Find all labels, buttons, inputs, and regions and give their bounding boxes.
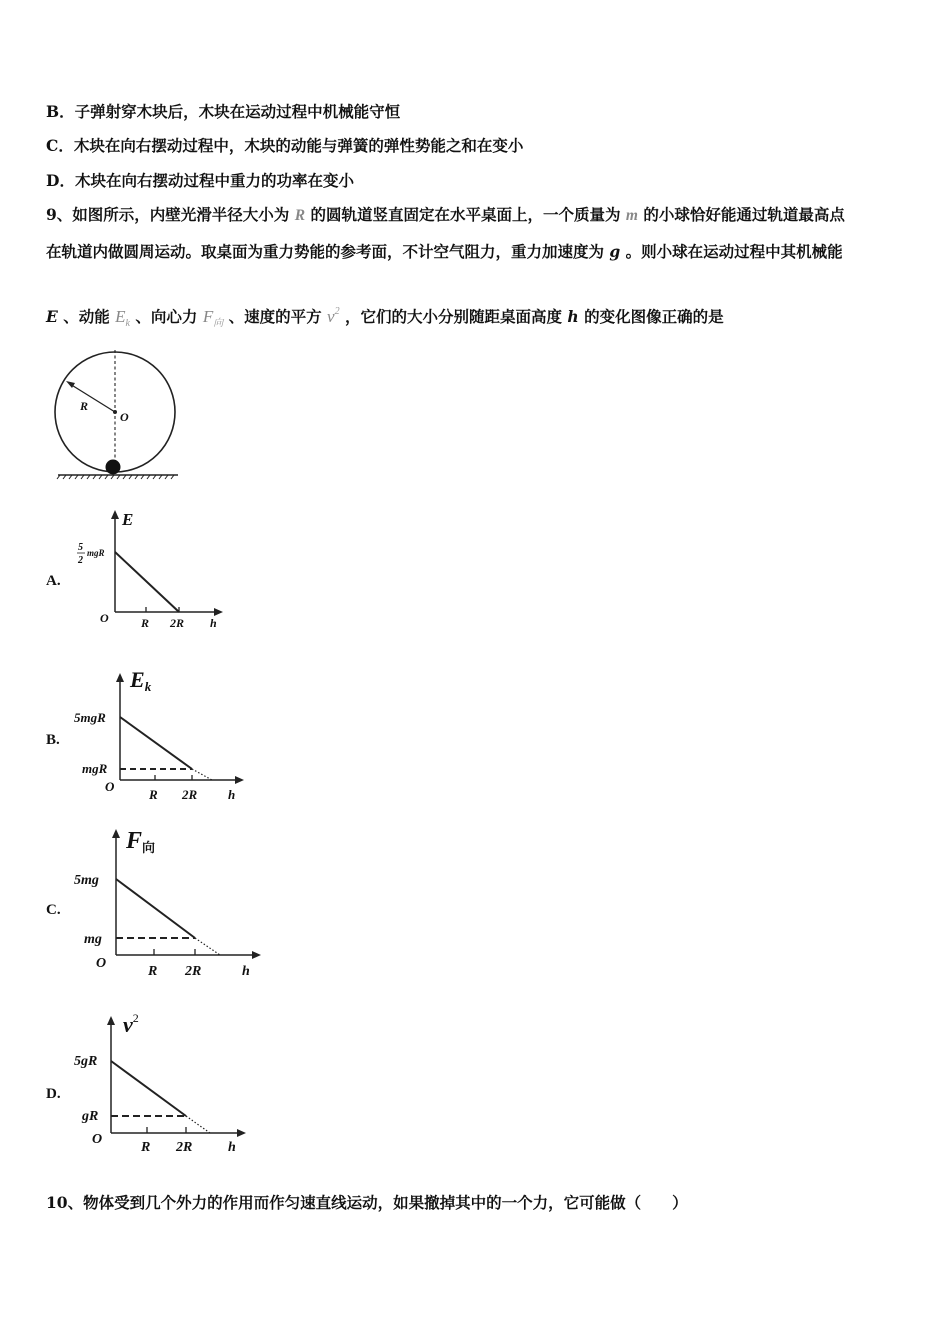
question-9-line-1: [46, 205, 845, 226]
q9-line3-text-c: 、速度的平方: [228, 307, 322, 326]
chart-d: [70, 1010, 255, 1160]
chart-b: [70, 665, 250, 805]
chart-b-x-arrow: [235, 776, 244, 784]
chart-b-origin: O: [105, 779, 115, 794]
chart-c-x-arrow: [252, 951, 261, 959]
radius-label: R: [80, 399, 89, 413]
q9-line2-text-a: 在轨道内做圆周运动。取桌面为重力势能的参考面，不计空气阻力，重力加速度为: [46, 242, 605, 261]
chart-c-origin: O: [96, 956, 107, 971]
question-10-text: 10、物体受到几个外力的作用而作匀速直线运动，如果撤掉其中的一个力，它可能做（ ）: [46, 1193, 688, 1212]
chart-c-y-arrow: [112, 829, 120, 838]
chart-c-line: [116, 879, 195, 938]
chart-c-y-top: 5mg: [74, 873, 99, 888]
chart-b-y-arrow: [116, 673, 124, 682]
q9-radius-symbol: R: [294, 207, 306, 224]
option-c-label[interactable]: C.: [46, 902, 61, 918]
chart-a-y-axis-title: E: [122, 510, 134, 529]
question-9-line-2: [46, 242, 843, 262]
chart-a-origin: O: [100, 611, 109, 625]
chart-c-tick-label-r: R: [148, 964, 158, 979]
q9-kinetic-symbol: $E_k$: [115, 307, 130, 329]
chart-b-tick-label-2r: 2R: [182, 787, 198, 802]
chart-a-x-arrow: [214, 608, 223, 616]
chart-c-y-mid: mg: [84, 932, 102, 947]
chart-a-y-frac-den: 2: [78, 555, 83, 566]
chart-b-line: [120, 717, 192, 769]
circle-track-figure: [50, 345, 185, 485]
center-label: O: [120, 410, 129, 424]
chart-d-line: [111, 1061, 186, 1116]
option-b-text: B．子弹射穿木块后，木块在运动过程中机械能守恒: [46, 102, 401, 121]
option-c-text: C．木块在向右摆动过程中，木块的动能与弹簧的弹性势能之和在变小: [46, 136, 524, 155]
chart-a-tick-label-2r: 2R: [170, 616, 185, 630]
chart-a-y-frac-num: 5: [78, 542, 83, 553]
chart-b-y-mid: mgR: [82, 761, 108, 776]
q9-line3-text-e: 的变化图像正确的是: [584, 307, 724, 326]
q9-force-symbol: $F_向$: [202, 307, 224, 329]
center-point: [113, 410, 117, 414]
chart-d-y-arrow: [107, 1016, 115, 1025]
chart-a-y-arrow: [111, 510, 119, 519]
q9-text-c: 的小球恰好能通过轨道最高点: [643, 205, 845, 224]
chart-d-y-axis-title: $v^2$: [123, 1011, 139, 1037]
chart-d-tick-label-2r: 2R: [176, 1140, 193, 1155]
option-d-label[interactable]: D.: [46, 1086, 61, 1102]
chart-b-tick-label-r: R: [149, 787, 158, 802]
q9-line2-text-b: 。则小球在运动过程中其机械能: [625, 242, 843, 261]
q9-line3-text-d: ，它们的大小分别随距桌面高度: [345, 307, 563, 326]
chart-c: [70, 822, 270, 984]
q9-velocity-symbol: $v^2$: [327, 306, 340, 326]
chart-d-origin: O: [92, 1132, 103, 1147]
q9-height-symbol: h: [567, 307, 579, 326]
option-d-text: D．木块在向右摆动过程中重力的功率在变小: [46, 171, 354, 190]
chart-d-dotted-extension: [186, 1116, 210, 1133]
question-9-line-3: [46, 302, 724, 334]
chart-d-y-top: 5gR: [74, 1054, 98, 1069]
q9-mass-symbol: m: [625, 207, 638, 224]
chart-b-x-axis-title: h: [228, 787, 236, 802]
chart-c-tick-label-2r: 2R: [185, 964, 202, 979]
q9-line3-text-a: 、动能: [63, 307, 110, 326]
chart-d-tick-label-r: R: [141, 1140, 151, 1155]
option-a-label[interactable]: A.: [46, 573, 61, 589]
chart-d-y-mid: gR: [82, 1109, 99, 1124]
option-b-label[interactable]: B.: [46, 732, 60, 748]
chart-b-y-top: 5mgR: [74, 710, 106, 725]
chart-b-y-axis-title: Ek: [130, 667, 152, 694]
chart-c-y-axis-title: F向: [126, 828, 156, 855]
q9-gravity-symbol: g: [609, 242, 621, 261]
chart-a-line: [115, 552, 179, 612]
chart-a-tick-label-r: R: [141, 616, 150, 630]
chart-d-x-arrow: [237, 1129, 246, 1137]
chart-a-y-value: mgR: [87, 548, 105, 558]
chart-a-x-axis-title: h: [210, 616, 217, 630]
q9-text-a: 9、如图所示，内壁光滑半径大小为: [46, 205, 290, 224]
chart-c-dotted-extension: [195, 938, 220, 955]
chart-c-x-axis-title: h: [242, 964, 250, 979]
q9-text-b: 的圆轨道竖直固定在水平桌面上，一个质量为: [310, 205, 621, 224]
radius-arrow-line: [70, 384, 115, 412]
ball: [106, 460, 121, 475]
chart-b-dotted-extension: [192, 769, 212, 780]
chart-a: [70, 505, 230, 635]
chart-d-x-axis-title: h: [228, 1140, 236, 1155]
q9-energy-symbol: E: [46, 307, 58, 326]
q9-line3-text-b: 、向心力: [135, 307, 198, 326]
